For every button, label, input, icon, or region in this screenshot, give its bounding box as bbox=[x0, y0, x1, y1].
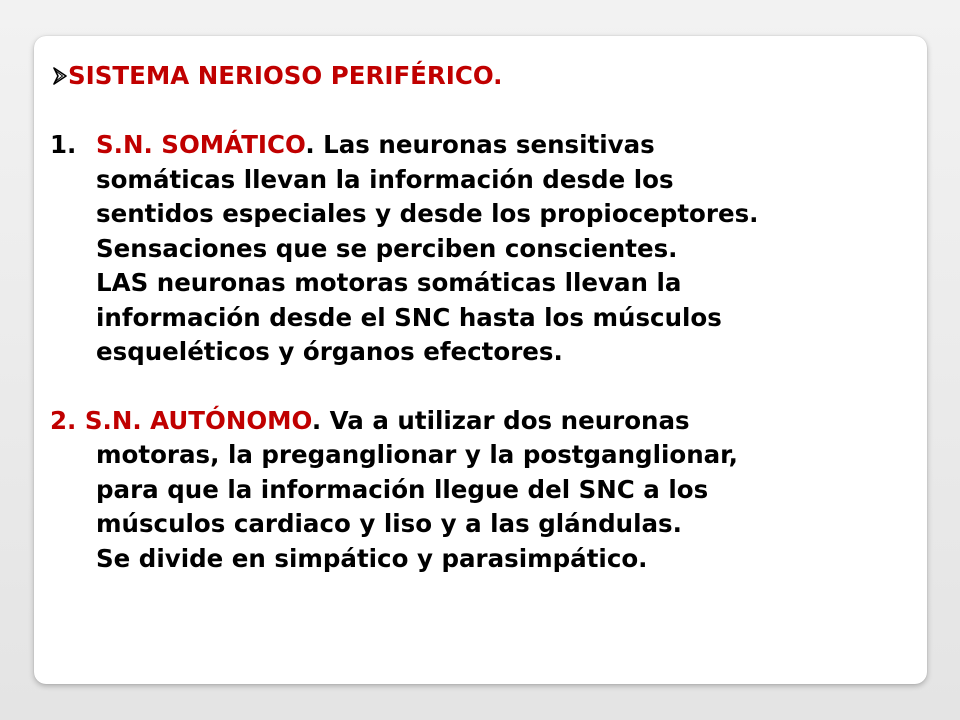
section-somatic bbox=[50, 128, 910, 370]
somatic-line: información desde el SNC hasta los músculos bbox=[96, 302, 722, 332]
somatic-line: sentidos especiales y desde los propioceptores. bbox=[96, 199, 759, 228]
somatic-line: LAS neuronas motoras somáticas llevan la bbox=[96, 268, 682, 297]
section-autonomic bbox=[50, 404, 910, 577]
somatic-number: 1. bbox=[50, 130, 77, 159]
arrow-bullet-icon bbox=[53, 67, 67, 85]
somatic-first-line bbox=[50, 128, 910, 163]
somatic-line: somáticas llevan la información desde los bbox=[96, 164, 674, 194]
somatic-first-rest: . Las neuronas sensitivas bbox=[305, 130, 655, 159]
autonomic-term: 2. S.N. AUTÓNOMO bbox=[50, 405, 312, 435]
heading bbox=[52, 58, 910, 94]
autonomic-line: músculos cardiaco y liso y a las glándulas. bbox=[96, 509, 682, 538]
autonomic-line: para que la información llegue del SNC a los bbox=[96, 474, 709, 504]
autonomic-first-rest: . Va a utilizar dos neuronas bbox=[311, 405, 690, 435]
autonomic-first-line bbox=[50, 404, 910, 439]
autonomic-line: Se divide en simpático y parasimpático. bbox=[96, 543, 648, 573]
heading-text: SISTEMA NERIOSO PERIFÉRICO. bbox=[68, 60, 503, 90]
slide-content bbox=[50, 58, 910, 576]
somatic-line: esqueléticos y órganos efectores. bbox=[96, 337, 563, 366]
somatic-line: Sensaciones que se perciben conscientes. bbox=[96, 233, 678, 263]
autonomic-line: motoras, la preganglionar y la postganglionar, bbox=[96, 440, 738, 469]
somatic-term: S.N. SOMÁTICO bbox=[96, 130, 306, 159]
